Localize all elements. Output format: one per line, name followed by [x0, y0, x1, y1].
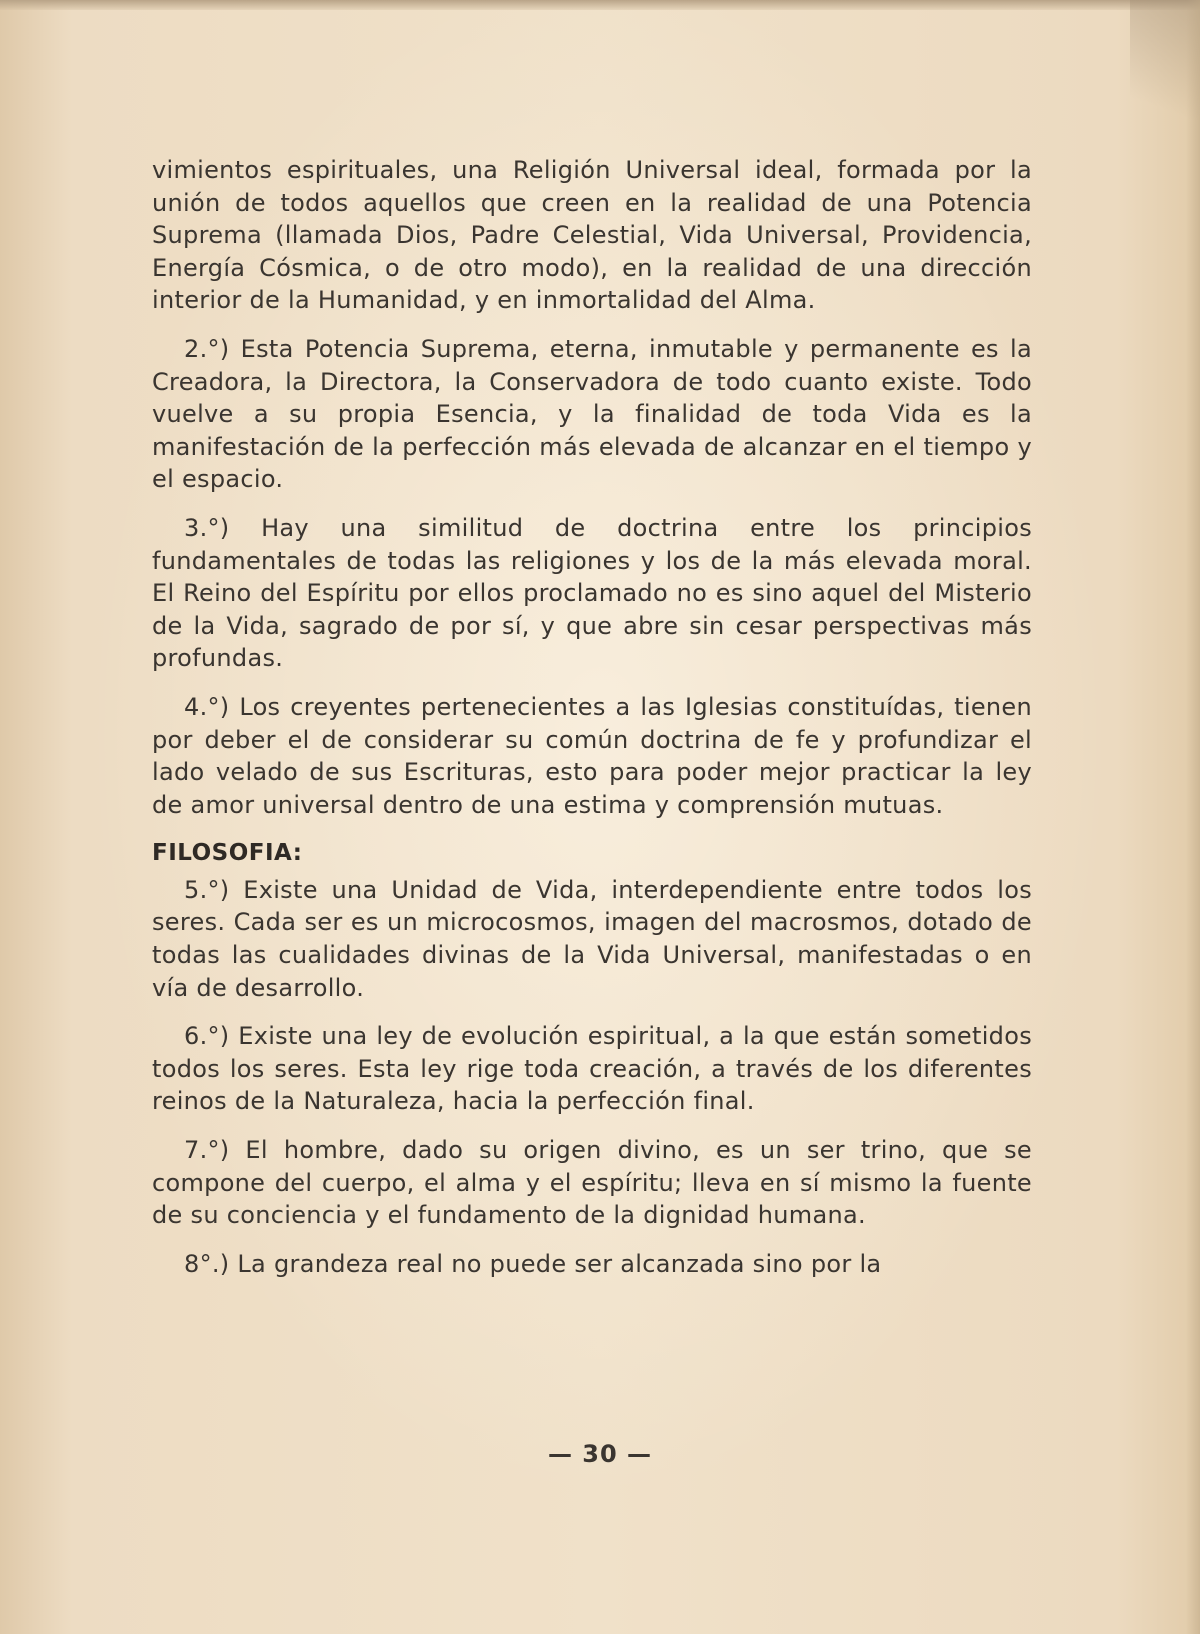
page-top-edge	[0, 0, 1200, 10]
paragraph-continuation: vimientos espirituales, una Religión Universal ideal, formada por la unión de todos aquellos que creen en la realidad de una Potencia Suprema (llamada Dios, Padre Celestial, Vida Universal, Providencia, Energía Cósmica, o de otro modo), en la realidad de una dirección interior de la Humanidad, y en inmortalidad del Alma.	[152, 156, 1032, 315]
paragraph-7: 7.°) El hombre, dado su origen divino, es un ser trino, que se compone del cuerpo, el alma y el espíritu; lleva en sí mismo la fuente de su conciencia y el fundamento de la dignidad humana.	[152, 1136, 1032, 1230]
paragraph-8: 8°.) La grandeza real no puede ser alcanzada sino por la	[184, 1249, 882, 1278]
section-heading-filosofia: FILOSOFIA:	[152, 840, 303, 867]
paragraph-6: 6.°) Existe una ley de evolución espiritual, a la que están sometidos todos los seres. Esta ley rige toda creación, a través de los diferentes reinos de la Naturaleza, hacia la perfección final.	[152, 1022, 1032, 1116]
paragraph-2: 2.°) Esta Potencia Suprema, eterna, inmutable y permanente es la Creadora, la Directora, la Conservadora de todo cuanto existe. Todo vuelve a su propia Esencia, y la finalidad de toda Vida es la manifestación de la perfección más elevada de alcanzar en el tiempo y el espacio.	[152, 334, 1032, 494]
paragraph-3: 3.°) Hay una similitud de doctrina entre los principios fundamentales de todas las religiones y los de la más elevada moral. El Reino del Espíritu por ellos proclamado no es sino aquel del Misterio de la Vida, sagrado de por sí, y que abre sin cesar perspectivas más profundas.	[152, 513, 1032, 673]
page-right-shadow	[1186, 0, 1200, 1634]
text-column	[152, 154, 1032, 1296]
page-number: — 30 —	[547, 1440, 653, 1468]
paragraph-5: 5.°) Existe una Unidad de Vida, interdependiente entre todos los seres. Cada ser es un microcosmos, imagen del macrosmos, dotado de todas las cualidades divinas de la Vida Universal, manifestadas o en vía de desarrollo.	[152, 875, 1032, 1002]
paragraph-4: 4.°) Los creyentes pertenecientes a las Iglesias constituídas, tienen por deber el de considerar su común doctrina de fe y profundizar el lado velado de sus Escrituras, esto para poder mejor practicar la ley de amor universal dentro de una estima y comprensión mutuas.	[152, 692, 1032, 819]
